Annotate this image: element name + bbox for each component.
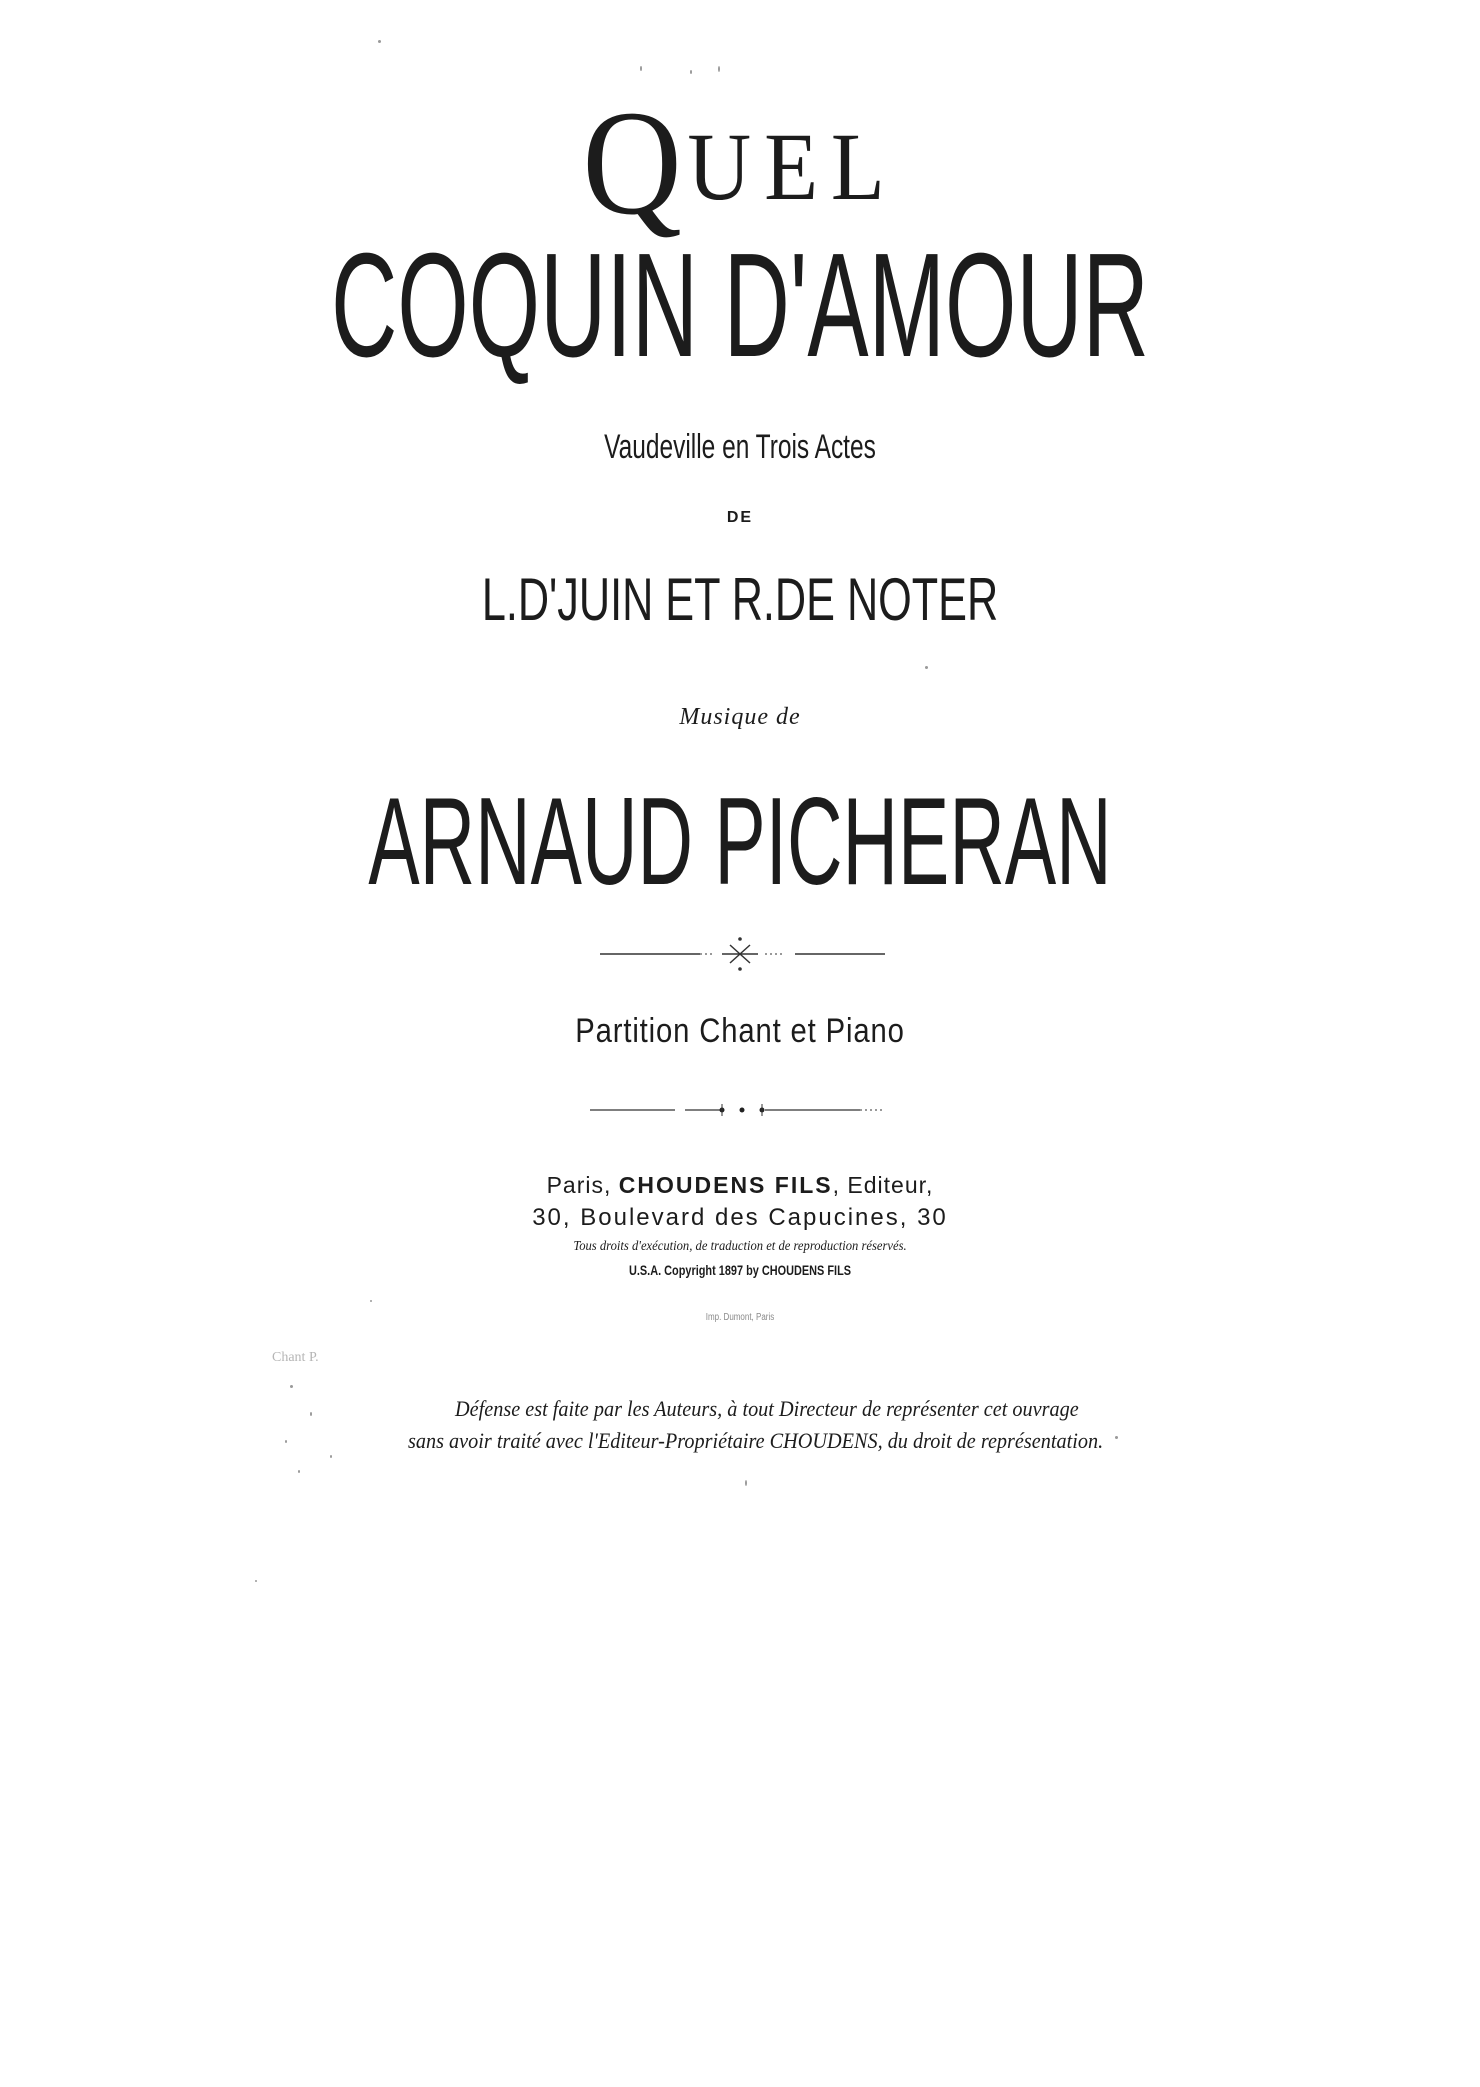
rights-notice: Tous droits d'exécution, de traduction et de reproduction réservés.	[573, 1239, 907, 1254]
copyright-line: U.S.A. Copyright 1897 by CHOUDENS FILS	[628, 1262, 852, 1278]
composer-name: ARNAUD PICHERAN	[368, 773, 1112, 911]
ornament-divider-upper	[0, 935, 1480, 975]
publisher-name: CHOUDENS FILS	[618, 1172, 833, 1198]
publisher-line	[0, 1172, 1480, 1199]
title-line-quel	[59, 80, 1421, 246]
legal-notice-line-2: sans avoir traité avec l'Editeur-Propriétaire CHOUDENS, du droit de représentation.	[408, 1428, 1104, 1453]
subtitle: Vaudeville en Trois Actes	[604, 428, 876, 466]
title-line-coquin: COQUIN D'AMOUR	[331, 223, 1149, 388]
de-label: DE	[726, 509, 754, 526]
publisher-address: 30, Boulevard des Capucines, 30	[532, 1204, 948, 1231]
musique-label: Musique de	[679, 704, 801, 730]
library-stamp: Chant P.	[272, 1350, 319, 1365]
publisher-city: Paris,	[546, 1172, 612, 1198]
title-rest: UEL	[687, 113, 898, 220]
printer-imprint: Imp. Dumont, Paris	[705, 1312, 775, 1323]
title-initial: Q	[582, 80, 688, 246]
publisher-role: , Editeur,	[832, 1172, 934, 1198]
ornament-divider-lower	[0, 1100, 1480, 1120]
score-type: Partition Chant et Piano	[575, 1012, 905, 1050]
legal-notice-line-1: Défense est faite par les Auteurs, à tout Directeur de représenter cet ouvrage	[455, 1396, 1079, 1421]
authors: L.D'JUIN ET R.DE NOTER	[481, 566, 999, 633]
